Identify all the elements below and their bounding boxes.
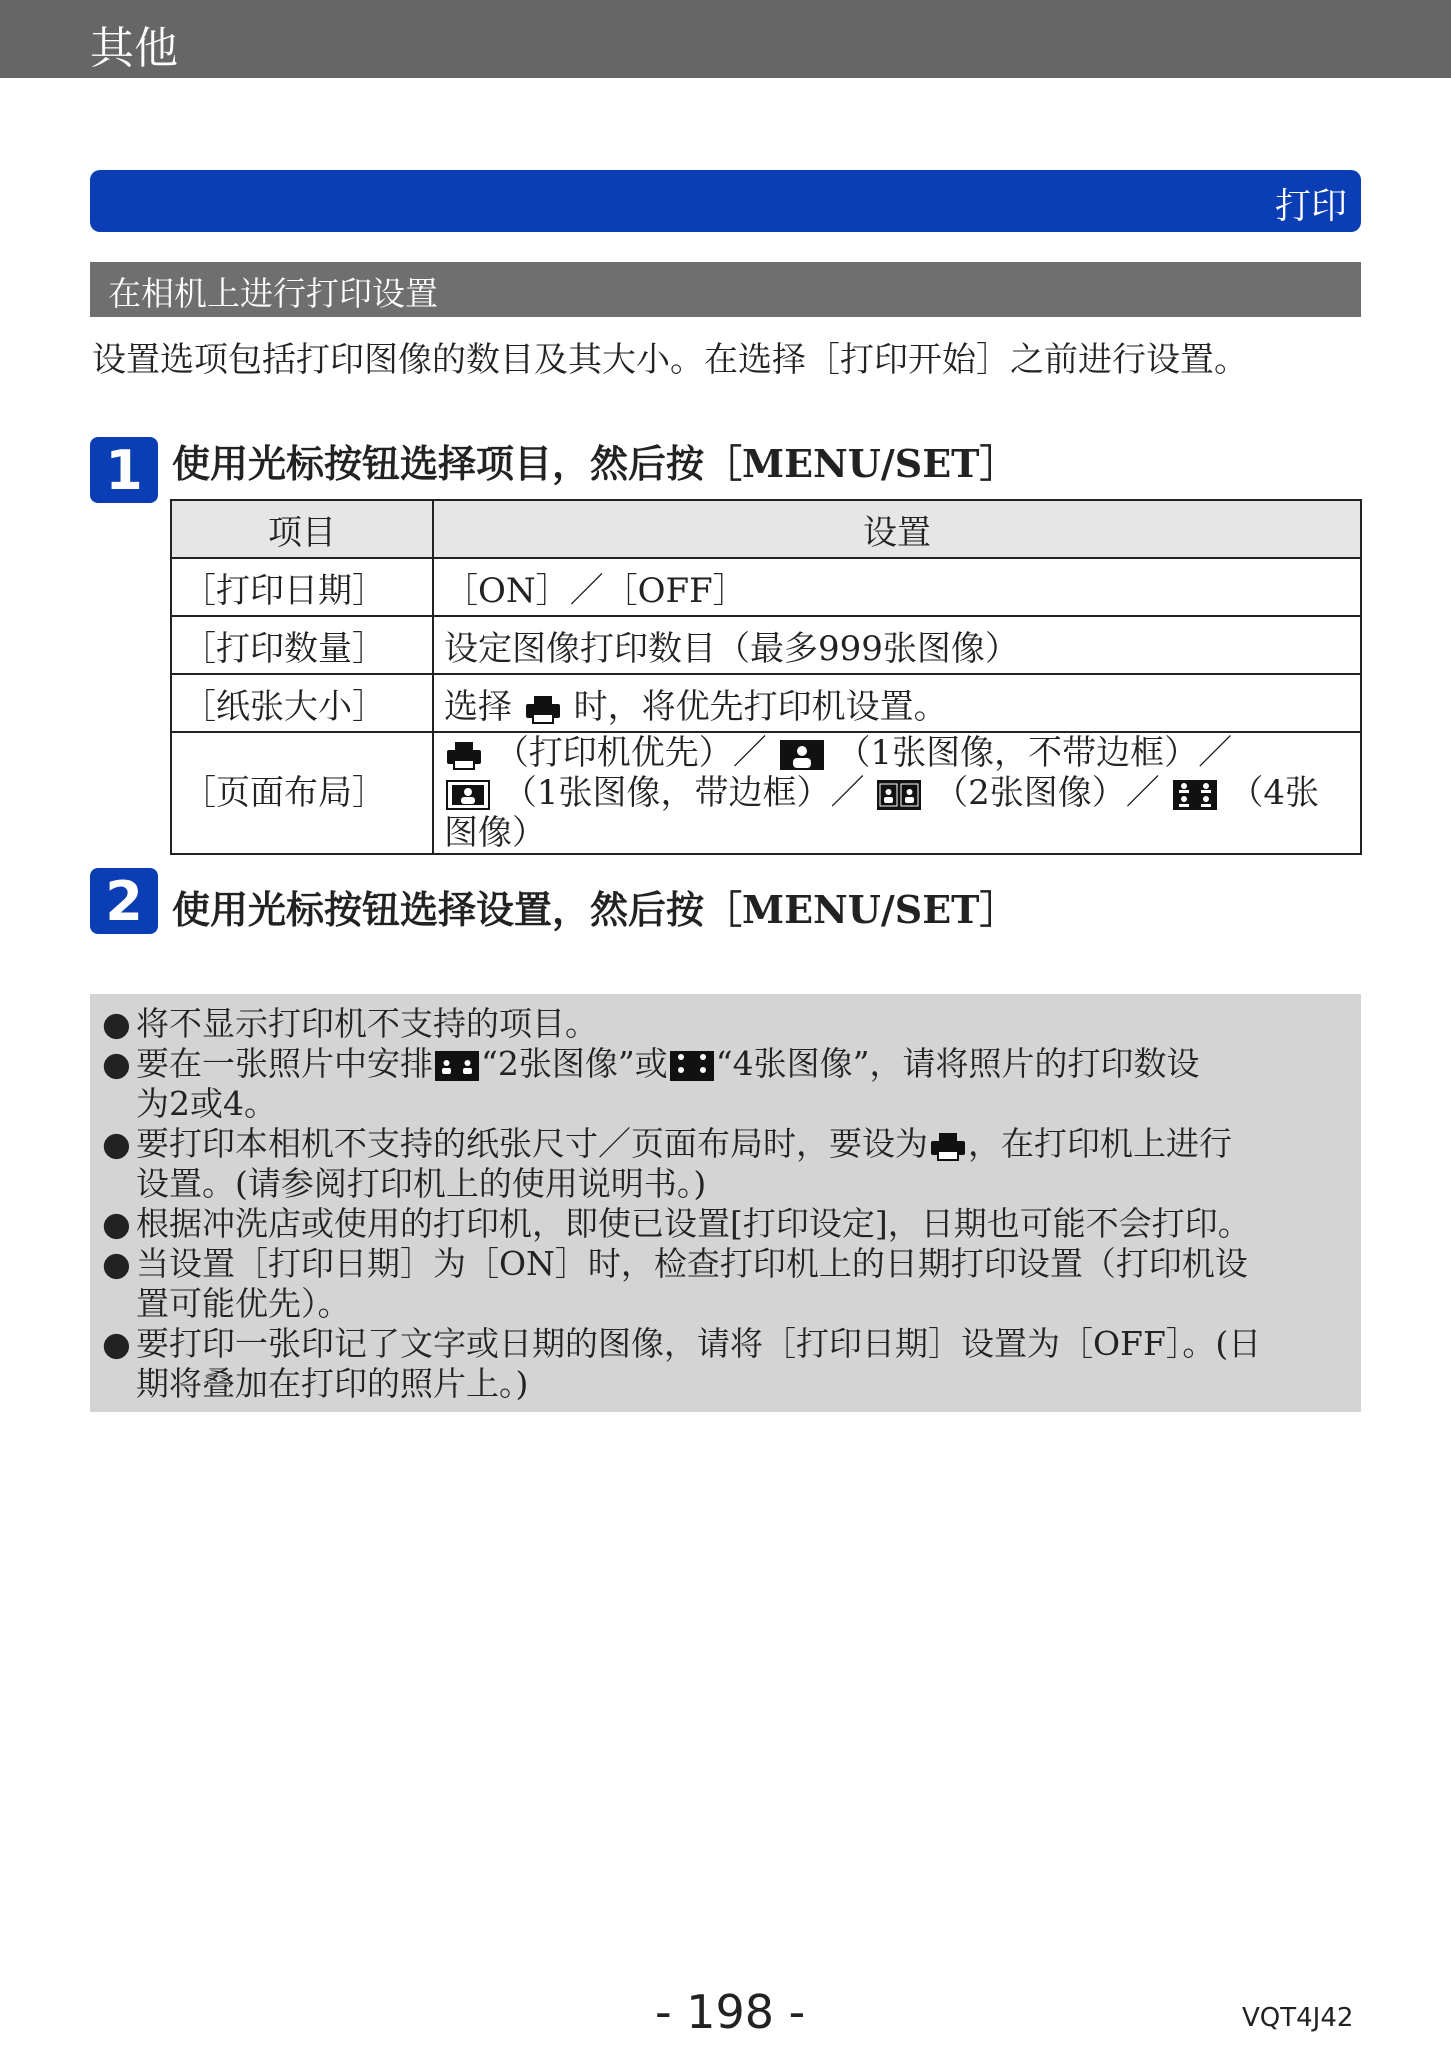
step-1-badge: 1 (90, 437, 158, 503)
table-row (171, 732, 1361, 854)
note-item (102, 1204, 1351, 1244)
printer-icon (446, 740, 482, 770)
note-item (102, 1044, 1351, 1124)
printer-icon (930, 1131, 966, 1161)
bullet-icon: ● (102, 1124, 131, 1163)
note-item (102, 1244, 1351, 1324)
layout-2-icon (435, 1051, 479, 1081)
notes-list (90, 994, 1361, 1404)
col-header-setting: 设置 (433, 500, 1361, 558)
top-header (0, 0, 1451, 78)
layout-option-4: （4张图像） (444, 773, 1319, 853)
note-item (102, 1124, 1351, 1204)
bullet-icon: ● (102, 1244, 131, 1283)
step-2-text: 使用光标按钮选择设置，然后按［MENU/SET］ (172, 887, 1018, 932)
intro-text: 设置选项包括打印图像的数目及其大小。在选择［打印开始］之前进行设置。 (92, 340, 1248, 380)
note-text: 根据冲洗店或使用的打印机，即使已设置[打印设定]，日期也可能不会打印。 (136, 1204, 1251, 1243)
setting-text-post: 时，将优先打印机设置。 (573, 686, 948, 727)
chapter-bar (90, 170, 1361, 232)
setting-cell: ［ON］／［OFF］ (433, 558, 1361, 616)
note-text: “2张图像”或 (481, 1044, 668, 1083)
bullet-icon: ● (102, 1204, 131, 1243)
layout-4-icon (670, 1051, 714, 1081)
layout-1-noborder-icon (780, 740, 824, 770)
table-row (171, 616, 1361, 674)
item-cell: ［页面布局］ (171, 732, 433, 854)
setting-cell (433, 674, 1361, 732)
note-item (102, 1004, 1351, 1044)
note-text: ，在打印机上进行 (968, 1124, 1232, 1163)
chapter-title: 打印 (1274, 186, 1347, 227)
item-cell: ［打印日期］ (171, 558, 433, 616)
step-2-badge: 2 (90, 868, 158, 934)
page-number: - 198 - (655, 1985, 806, 2039)
layout-option-2: （2张图像）／ (934, 773, 1160, 813)
layout-option-printer: （打印机优先）／ (494, 733, 767, 773)
section-title: 在相机上进行打印设置 (108, 274, 438, 313)
note-item (102, 1324, 1351, 1404)
note-text: 要打印一张印记了文字或日期的图像，请将［打印日期］设置为［OFF］。(日 (136, 1324, 1262, 1363)
setting-cell: 设定图像打印数目（最多999张图像） (433, 616, 1361, 674)
col-header-item: 项目 (171, 500, 433, 558)
note-text: 置可能优先）。 (136, 1284, 351, 1323)
table-row (171, 558, 1361, 616)
layout-2-icon (877, 780, 921, 810)
settings-table (170, 499, 1362, 855)
note-text: 为2或4。 (136, 1084, 277, 1123)
note-text: 要打印本相机不支持的纸张尺寸／页面布局时，要设为 (136, 1124, 928, 1163)
bullet-icon: ● (102, 1324, 131, 1363)
note-text: 期将叠加在打印的照片上。) (136, 1364, 529, 1403)
note-text: “4张图像”，请将照片的打印数设 (715, 1044, 1200, 1083)
header-section-label: 其他 (90, 23, 178, 74)
item-cell: ［纸张大小］ (171, 674, 433, 732)
layout-option-1-noborder: （1张图像，不带边框）／ (836, 733, 1233, 773)
note-text: 将不显示打印机不支持的项目。 (136, 1004, 598, 1043)
setting-text-pre: 选择 (444, 686, 512, 727)
note-text: 设置。(请参阅打印机上的使用说明书。) (136, 1164, 707, 1203)
step-1-text: 使用光标按钮选择项目，然后按［MENU/SET］ (172, 441, 1018, 486)
notes-box (90, 994, 1361, 1412)
layout-1-border-icon (446, 780, 490, 810)
item-cell: ［打印数量］ (171, 616, 433, 674)
table-header-row (171, 500, 1361, 558)
setting-cell (433, 732, 1361, 854)
layout-option-1-border: （1张图像，带边框）／ (502, 773, 865, 813)
printer-icon (525, 694, 561, 724)
layout-4-icon (1173, 780, 1217, 810)
bullet-icon: ● (102, 1004, 131, 1043)
note-text: 当设置［打印日期］为［ON］时，检查打印机上的日期打印设置（打印机设 (136, 1244, 1248, 1283)
table-row (171, 674, 1361, 732)
section-bar (90, 262, 1361, 317)
model-code: VQT4J42 (1242, 2003, 1354, 2033)
note-text: 要在一张照片中安排 (136, 1044, 433, 1083)
bullet-icon: ● (102, 1044, 131, 1083)
